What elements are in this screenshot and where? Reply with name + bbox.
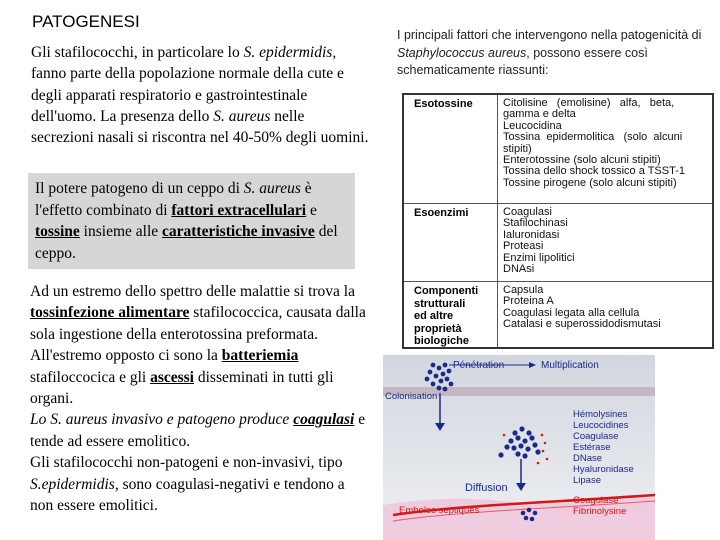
colonisation-label: Colonisation	[385, 391, 438, 402]
non-pathogenic-text: Gli stafilococchi non-patogeni e non-invasivi, tipo S.epidermidis, sono coagulasi-negativi e tendono a non essere emolitici.	[30, 454, 345, 515]
food-poisoning-text: Ad un estremo dello spettro delle malattie si trova la tossinfezione alimentare stafilococcica, causata dalla sola ingestione della enterotossina preformata.	[30, 283, 366, 343]
table-row	[404, 203, 712, 282]
highlight-text: Il potere patogeno di un ceppo di S. aureus è l'effetto combinato di fattori extracellulari e tossine insieme alle caratteristiche invasive del ceppo.	[35, 180, 338, 262]
table-category: Componenti strutturali ed altre proprietà biologiche	[414, 285, 479, 347]
table-category: Esoenzimi	[414, 207, 469, 219]
bacteremia-text: All'estremo opposto ci sono la batteriemia stafiloccocica e gli ascessi disseminati in tutti gli organi.	[30, 347, 334, 408]
emboli-label: Emboles septiques	[399, 505, 480, 516]
intro-paragraph: Gli stafilococchi, in particolare lo S. epidermidis, fanno parte della popolazione normale della cute e degli apparati respiratorio e gastrointestinale dell'uomo. La presenza dello S. aureus nelle secrezioni nasali si riscontra nel 40-50% degli uomini.	[31, 44, 369, 147]
enzyme-label: Lipase	[573, 475, 601, 486]
enzyme-label: Coagulase	[573, 495, 619, 506]
multiplication-label: Multiplication	[541, 360, 599, 371]
table-row	[404, 95, 712, 203]
penetration-label: Pénétration	[453, 360, 505, 371]
table-row	[404, 281, 712, 350]
table-items: Coagulasi Stafilochinasi Ialuronidasi Proteasi Enzimi lipolitici DNAsi	[503, 206, 575, 276]
page-title: PATOGENESI	[32, 12, 140, 31]
table-items: Capsula Proteina A Coagulasi legata alla cellula Catalasi e superossidodismutasi	[503, 284, 661, 331]
spectrum-paragraph	[30, 281, 370, 516]
enzyme-label: Leucocidines	[573, 420, 629, 431]
enzyme-label: Hémolysines	[573, 409, 628, 420]
diffusion-label: Diffusion	[465, 482, 508, 494]
highlight-box	[28, 173, 355, 269]
infection-diagram-svg	[383, 355, 655, 540]
table-category: Esotossine	[414, 98, 473, 110]
enzyme-list-2	[573, 495, 626, 517]
table-items: Citolisine (emolisine) alfa, beta, gamma e delta Leucocidina Tossina epidermolitica (solo alcuni stipiti) Enterotossine (solo alcuni stipiti) Tossina dello shock tossico a TSST-1 Tossine pirogene (solo alcuni stipiti)	[503, 97, 685, 189]
factors-table	[402, 93, 714, 349]
enzyme-label: Hyaluronidase	[573, 464, 634, 475]
infection-diagram	[383, 355, 655, 540]
enzyme-label: Coagulase	[573, 431, 619, 442]
enzyme-label: Estérase	[573, 442, 611, 453]
enzyme-label: DNase	[573, 453, 603, 464]
factors-intro: I principali fattori che intervengono nella patogenicità di Staphylococcus aureus, possono essere così schematicamente riassunti:	[397, 28, 702, 77]
invasive-text: Lo S. aureus invasivo e patogeno produce coagulasi e tende ad essere emolitico.	[30, 411, 366, 450]
enzyme-label: Fibrinolysine	[573, 506, 627, 517]
